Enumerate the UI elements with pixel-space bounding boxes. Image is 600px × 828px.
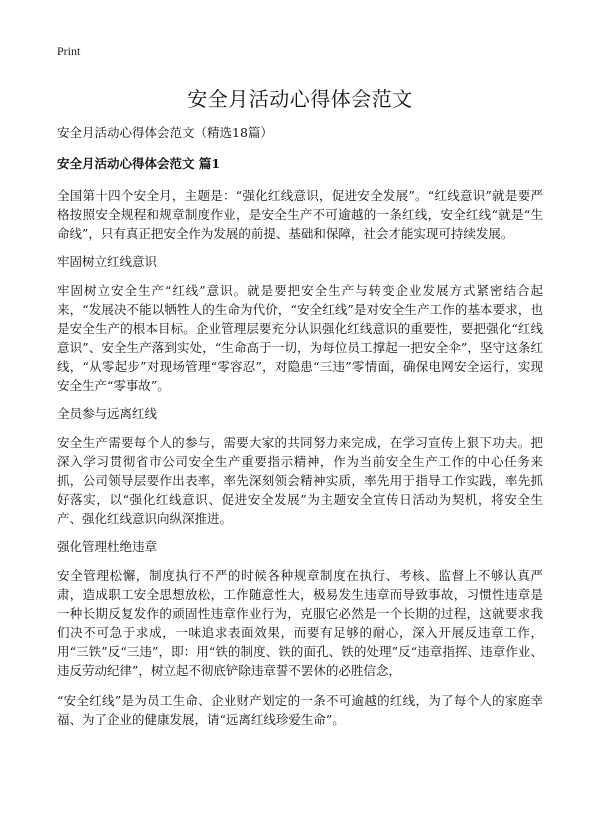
paragraph-full-participation: 安全生产需要每个人的参与，需要大家的共同努力来完成，在学习宣传上狠下功夫。把深入学习贯彻省市公司安全生产重要指示精神，作为当前安全生产工作的中心任务来抓，公司领导层要作出表率，率先深刻领会精神实质，率先用于指导工作实践，率先抓好落实，以“强化红线意识、促进安全发展”为主题安全宣传日活动为契机，将安全生产、强化红线意识向纵深推进。 xyxy=(57,435,543,526)
paragraph-red-line-awareness: 牢固树立安全生产“红线”意识。就是要把安全生产与转变企业发展方式紧密结合起来，“发展决不能以牺牲人的生命为代价，“安全红线”是对安全生产工作的基本要求，也是安全生产的根本目标。企业管理层要充分认识强化红线意识的重要性，要把强化“红线意识”、安全生产落到实处，“生命高于一切，为每位员工撑起一把安全伞”，坚守这条红线，“从零起步”对现场管理“零容忍”，对隐患“三违”零情面，确保电网安全运行，实现安全生产“零事故”。 xyxy=(57,283,543,393)
document-subtitle: 安全月活动心得体会范文（精选18篇） xyxy=(57,125,273,140)
subheading-full-participation: 全员参与远离红线 xyxy=(57,406,158,421)
subheading-red-line-awareness: 牢固树立红线意识 xyxy=(57,254,158,269)
subheading-strengthen-management: 强化管理杜绝违章 xyxy=(57,539,158,554)
section-heading: 安全月活动心得体会范文 篇1 xyxy=(57,156,221,171)
paragraph-strengthen-management: 安全管理松懈，制度执行不严的时候各种规章制度在执行、考核、监督上不够认真严肃，造成职工安全思想放松，工作随意性大，极易发生违章而导致事故，习惯性违章是一种长期反复发作的顽固性违章作业行为，克服它必然是一个长期的过程，这就要求我们决不可急于求成，一味追求表面效果，而要有足够的耐心，深入开展反违章工作，用“三铁”反“三违”，即：用“铁的制度、铁的面孔、铁的处理”反“违章指挥、违章作业、违反劳动纪律”，树立起不彻底铲除违章誓不罢休的必胜信念， xyxy=(57,568,543,678)
closing-paragraph: “安全红线”是为员工生命、企业财产划定的一条不可逾越的红线，为了每个人的家庭幸福、为了企业的健康发展，请“远离红线珍爱生命”。 xyxy=(57,693,543,727)
intro-paragraph: 全国第十四个安全月，主题是：“强化红线意识，促进安全发展”。“红线意识”就是要严格按照安全规程和规章制度作业，是安全生产不可逾越的一条红线，安全红线“就是“生命线”，只有真正把安全作为发展的前提、基础和保障，社会才能实现可持续发展。 xyxy=(57,188,543,241)
page-title: 安全月活动心得体会范文 xyxy=(187,87,413,111)
print-label[interactable]: Print xyxy=(57,44,81,58)
